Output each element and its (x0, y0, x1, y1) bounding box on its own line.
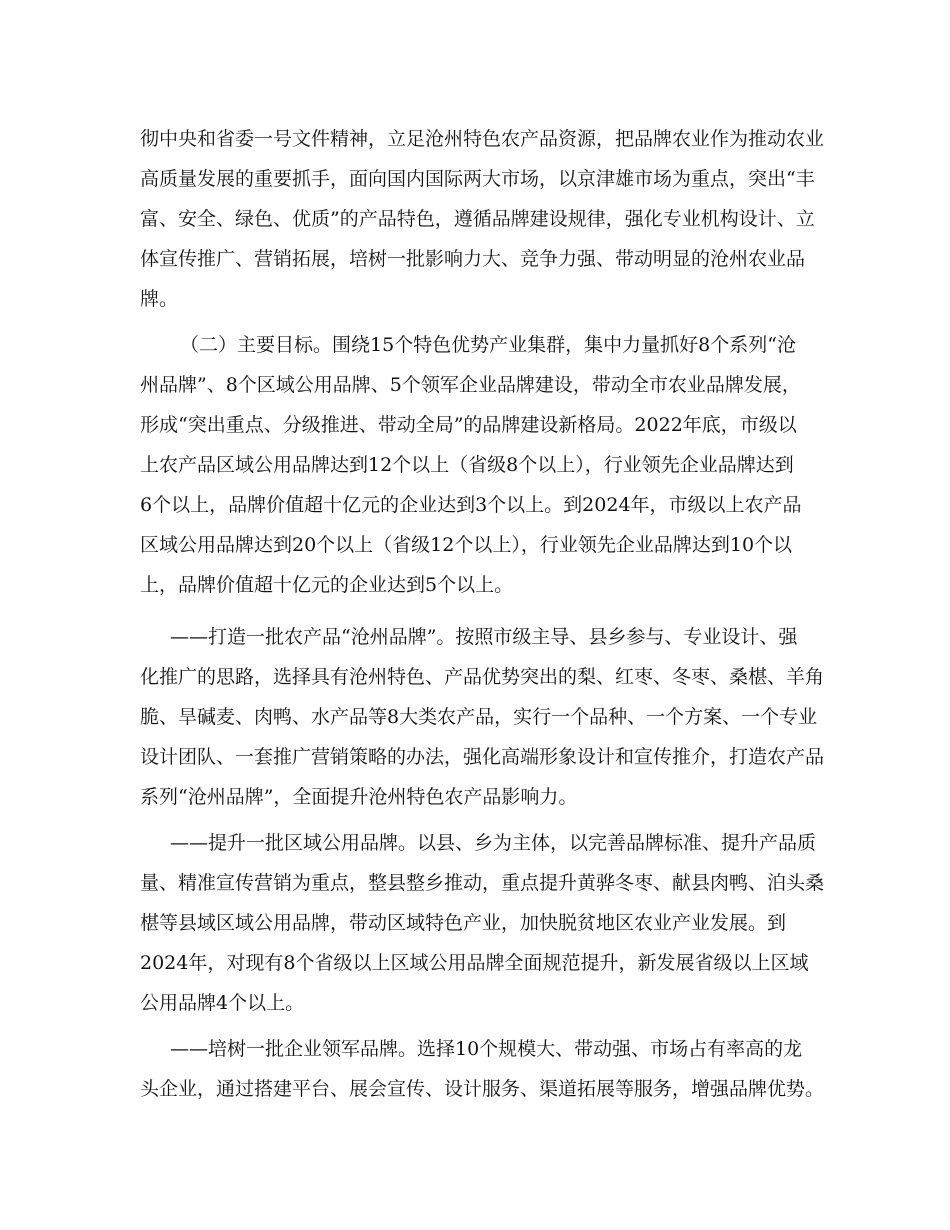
body-text-line: 6个以上，品牌价值超十亿元的企业达到3个以上。到2024年，市级以上农产品 (140, 494, 802, 516)
body-text-line: 量、精准宣传营销为重点，整县整乡推动，重点提升黄骅冬枣、献县肉鸭、泊头桑 (140, 872, 825, 894)
body-text-line: 2024年，对现有8个省级以上区域公用品牌全面规范提升，新发展省级以上区域 (140, 952, 809, 974)
paragraph-heading-line: （二）主要目标。围绕15个特色优势产业集群，集中力量抓好8个系列“沧 (180, 334, 796, 356)
body-text-line: 州品牌”、8个区域公用品牌、5个领军企业品牌建设，带动全市农业品牌发展， (140, 374, 801, 396)
body-text-line: 高质量发展的重要抓手，面向国内国际两大市场，以京津雄市场为重点，突出“丰 (140, 168, 815, 190)
paragraph-heading-line: ——提升一批区域公用品牌。以县、乡为主体，以完善品牌标准、提升产品质 (170, 832, 817, 854)
body-text-line: 上，品牌价值超十亿元的企业达到5个以上。 (140, 574, 514, 596)
body-text-line: 区域公用品牌达到20个以上（省级12个以上），行业领先企业品牌达到10个以 (140, 534, 793, 556)
body-text-line: 系列“沧州品牌”，全面提升沧州特色农产品影响力。 (140, 786, 578, 808)
paragraph-heading-line: ——培树一批企业领军品牌。选择10个规模大、带动强、市场占有率高的龙 (170, 1038, 803, 1060)
body-text-line: 公用品牌4个以上。 (140, 992, 305, 1014)
body-text-line: 化推广的思路，选择具有沧州特色、产品优势突出的梨、红枣、冬枣、桑椹、羊角 (140, 666, 825, 688)
body-text-line: 脆、旱碱麦、肉鸭、水产品等8大类农产品，实行一个品种、一个方案、一个专业 (140, 706, 818, 728)
body-text-line: 上农产品区域公用品牌达到12个以上（省级8个以上），行业领先企业品牌达到 (140, 454, 794, 476)
body-text-line: 彻中央和省委一号文件精神，立足沧州特色农产品资源，把品牌农业作为推动农业 (140, 128, 825, 150)
body-text-line: 头企业，通过搭建平台、展会宣传、设计服务、渠道拓展等服务，增强品牌优势。 (140, 1078, 825, 1100)
body-text-line: 椹等县域区域公用品牌，带动区域特色产业，加快脱贫地区农业产业发展。到 (140, 912, 787, 934)
body-text-line: 设计团队、一套推广营销策略的办法，强化高端形象设计和宣传推介，打造农产品 (140, 746, 825, 768)
paragraph-heading-line: ——打造一批农产品“沧州品牌”。按照市级主导、县乡参与、专业设计、强 (170, 626, 798, 648)
body-text-line: 形成“突出重点、分级推进、带动全局”的品牌建设新格局。2022年底，市级以 (140, 414, 797, 436)
body-text-line: 牌。 (140, 288, 179, 310)
body-text-line: 体宣传推广、营销拓展，培树一批影响力大、竞争力强、带动明显的沧州农业品 (140, 248, 806, 270)
body-text-line: 富、安全、绿色、优质”的产品特色，遵循品牌建设规律，强化专业机构设计、立 (140, 208, 815, 230)
